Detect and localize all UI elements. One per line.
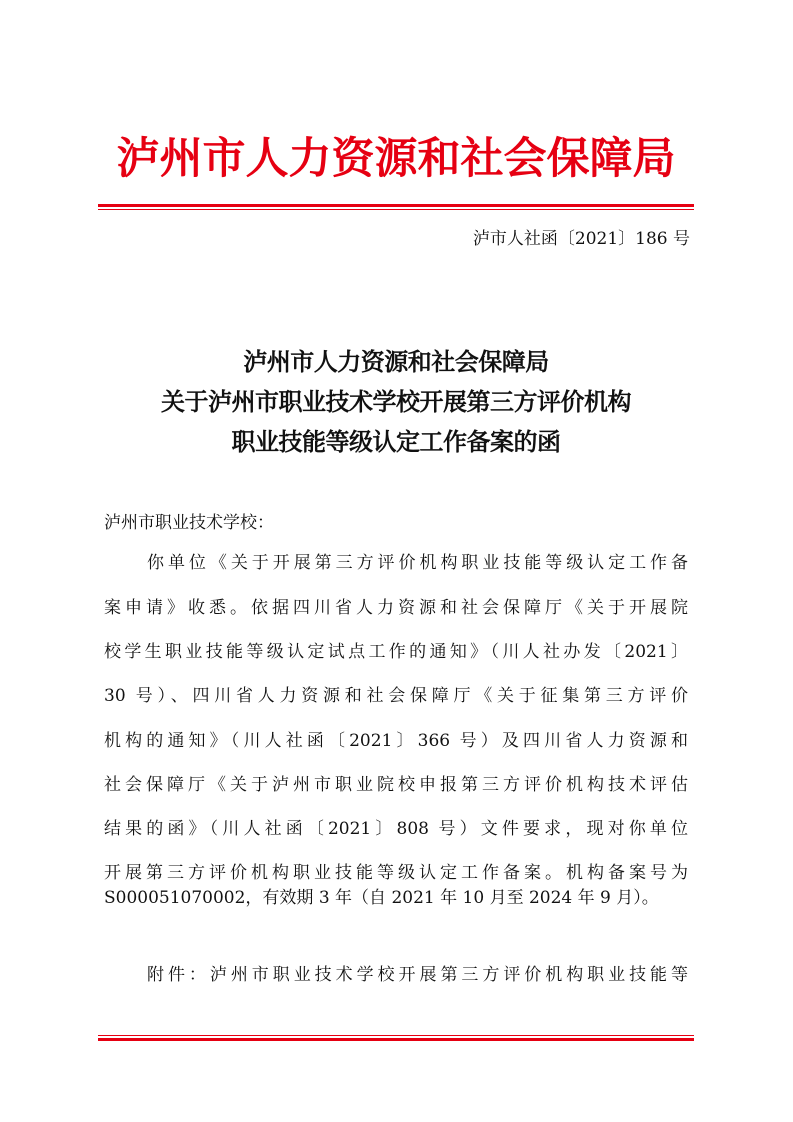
document-title: [98, 342, 694, 462]
footer-rule-thin: [98, 1035, 694, 1036]
body-text-line: S000051070002，有效期 3 年（自 2021 年 10 月至 2024 年 9 月）。: [104, 888, 659, 908]
body-text-line: 30 号）、四川省人力资源和社会保障厅《关于征集第三方评价: [104, 686, 688, 706]
body-text-line: 你单位《关于开展第三方评价机构职业技能等级认定工作备: [147, 553, 688, 573]
title-line: 关于泸州市职业技术学校开展第三方评价机构: [161, 387, 631, 416]
body-text-line: 结果的函》（川人社函〔2021〕808 号）文件要求，现对你单位: [104, 819, 688, 839]
body-text-line: 开展第三方评价机构职业技能等级认定工作备案。机构备案号为: [104, 863, 688, 883]
letterhead-title: 泸州市人力资源和社会保障局: [116, 134, 676, 184]
body-text-line: 机构的通知》（川人社函〔2021〕366 号）及四川省人力资源和: [104, 731, 688, 751]
letterhead-rule-thick: [98, 204, 694, 207]
addressee: 泸州市职业技术学校：: [104, 513, 274, 533]
footer-rule-thick: [98, 1038, 694, 1041]
attachment-note: 附件：泸州市职业技术学校开展第三方评价机构职业技能等: [147, 965, 688, 985]
title-line: 职业技能等级认定工作备案的函: [231, 427, 561, 456]
body-text-line: 校学生职业技能等级认定试点工作的通知》（川人社办发〔2021〕: [104, 642, 688, 662]
body-text-line: 案申请》收悉。依据四川省人力资源和社会保障厅《关于开展院: [104, 598, 688, 618]
document-number: 泸市人社函〔2021〕186 号: [472, 229, 690, 249]
letterhead-rule-thin: [98, 209, 694, 210]
title-line: 泸州市人力资源和社会保障局: [243, 347, 549, 376]
body-text-line: 社会保障厅《关于泸州市职业院校申报第三方评价机构技术评估: [104, 775, 688, 795]
